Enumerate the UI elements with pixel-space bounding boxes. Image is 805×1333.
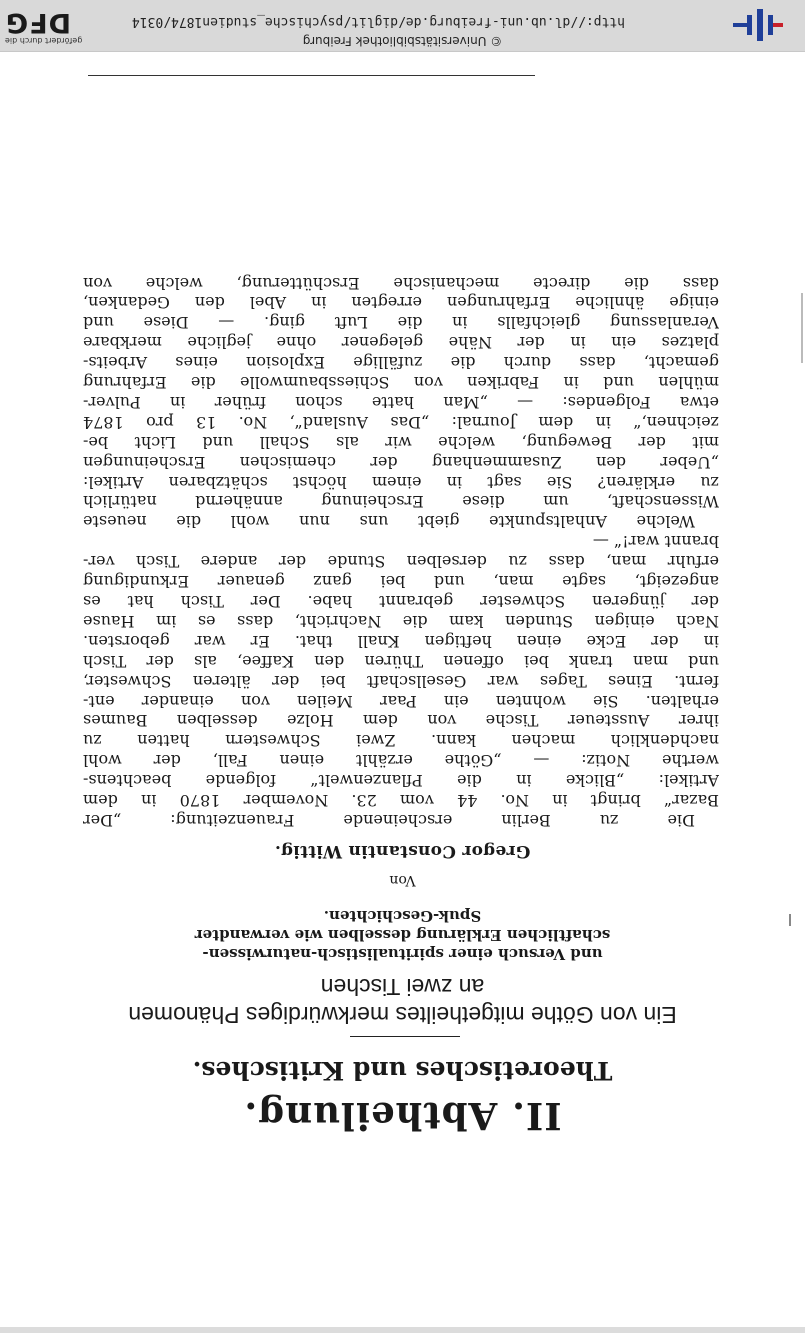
body-line: mit der Bewegung, welche wir als Schall und Licht be- xyxy=(83,432,719,452)
document-url-link[interactable]: http://dl.ub.uni-freiburg.de/diglit/psychische_studien1874/0314 xyxy=(131,14,625,29)
body-line: brannt war!“ — xyxy=(592,532,719,552)
body-line: Veranlassung gleichfalls in die Luft ging. — Diese und xyxy=(83,313,719,333)
body-line: werthe Notiz: — „Göthe erzählt einen Fall, der wohl xyxy=(83,751,719,771)
body-line: fernt. Eines Tages war Gesellschaft bei der älteren Schwester, xyxy=(83,671,719,691)
body-line: dass die directe mechanische Erschütterung, welche von xyxy=(83,273,719,293)
body-line: der jüngeren Schwester gebrannt habe. Der Tisch hat es xyxy=(83,592,719,612)
dfg-logo xyxy=(5,5,89,45)
article-body xyxy=(83,273,719,830)
body-line: Welche Anhaltspunkte giebt uns nun wohl die neueste xyxy=(83,512,695,532)
section-heading: II. Abtheilung. xyxy=(243,1094,562,1138)
subtitle-line-1: und Versuch einer spiritualistisch-naturwissen- xyxy=(202,945,603,963)
scan-mark xyxy=(801,293,803,363)
viewer-header-bar xyxy=(0,0,805,52)
body-line: zeichnen,“ in dem Journal: „Das Ausland“, No. 13 pro 1874 xyxy=(83,412,719,432)
article-subtitle xyxy=(0,906,805,963)
body-line: in der Ecke einen heftigen Knall that. Er war geborsten. xyxy=(83,631,719,651)
body-line: erfuhr man, dass zu derselben Stunde der andere Tisch ver- xyxy=(83,552,719,572)
body-line: einige ähnliche Erfahrungen erregten in Abel den Gedanken, xyxy=(83,293,719,313)
author-name: Gregor Constantin Wittig. xyxy=(274,841,531,861)
body-line: Wissenschaft, um diese Erscheinung annähernd natürlich xyxy=(83,492,719,512)
body-line: ihrer Aussteuer Tische von dem Holze desselben Baumes xyxy=(83,711,719,731)
heading-divider xyxy=(350,1036,460,1037)
article-title-line-2: an zwei Tischen xyxy=(320,974,485,1000)
dfg-logo-text: DFG xyxy=(5,7,72,38)
body-line: gemacht, dass durch die zufällige Explosion eines Arbeits- xyxy=(83,353,719,373)
copyright-notice: © Universitätsbibliothek Freiburg xyxy=(302,34,503,48)
body-line: Bazar“ bringt in No. 44 vom 23. November 1870 in dem xyxy=(83,791,719,811)
body-line: Artikel: „Blicke in die Pflanzenwelt“ folgende beachtens- xyxy=(83,771,719,791)
subtitle-line-3: Spuk-Geschichten. xyxy=(323,907,482,925)
subtitle-line-2: schaftlichen Erklärung desselben wie verwandter xyxy=(194,926,611,944)
scan-mark xyxy=(789,914,791,926)
body-line: nachdenklich machen kann. Zwei Schwestern hatten zu xyxy=(83,731,719,751)
byline-von: Von xyxy=(389,872,416,888)
body-line: zu erklären? Sie sagt in einem höchst schätzbaren Artikel: xyxy=(83,472,719,492)
body-line: etwa Folgendes: — „Man hatte schon früher in Pulver- xyxy=(83,392,719,412)
body-line: erhalten. Sie wohnten ein Paar Meilen von einander ent- xyxy=(83,691,719,711)
body-line: und man trank bei offenen Thüren den Kaffee, als der Tisch xyxy=(83,651,719,671)
bottom-edge-strip xyxy=(0,1327,805,1333)
body-line: mühlen und in Fabriken von Schiessbaumwolle die Erfahrung xyxy=(83,373,719,393)
article-title-line-1: Ein von Göthe mitgetheiltes merkwürdiges Phänomen xyxy=(128,1002,677,1028)
body-line: „Ueber den Zusammenhang der chemischen Erscheinungen xyxy=(83,452,719,472)
section-subheading: Theoretisches und Kritisches. xyxy=(192,1056,613,1085)
article-title xyxy=(0,973,805,1029)
body-line: platzes ein in der Nähe gelegener ohne jegliche merkbare xyxy=(83,333,719,353)
footer-rule xyxy=(88,75,535,76)
dfg-tagline: gefördert durch die xyxy=(5,36,83,45)
body-line: Die zu Berlin erscheinende Frauenzeitung: „Der xyxy=(83,811,695,830)
body-line: angezeigt, sagte man, und bei ganz genauer Erkundigung xyxy=(83,572,719,592)
body-line: Nach einigen Stunden kam die Nachricht, dass es im Hause xyxy=(83,611,719,631)
